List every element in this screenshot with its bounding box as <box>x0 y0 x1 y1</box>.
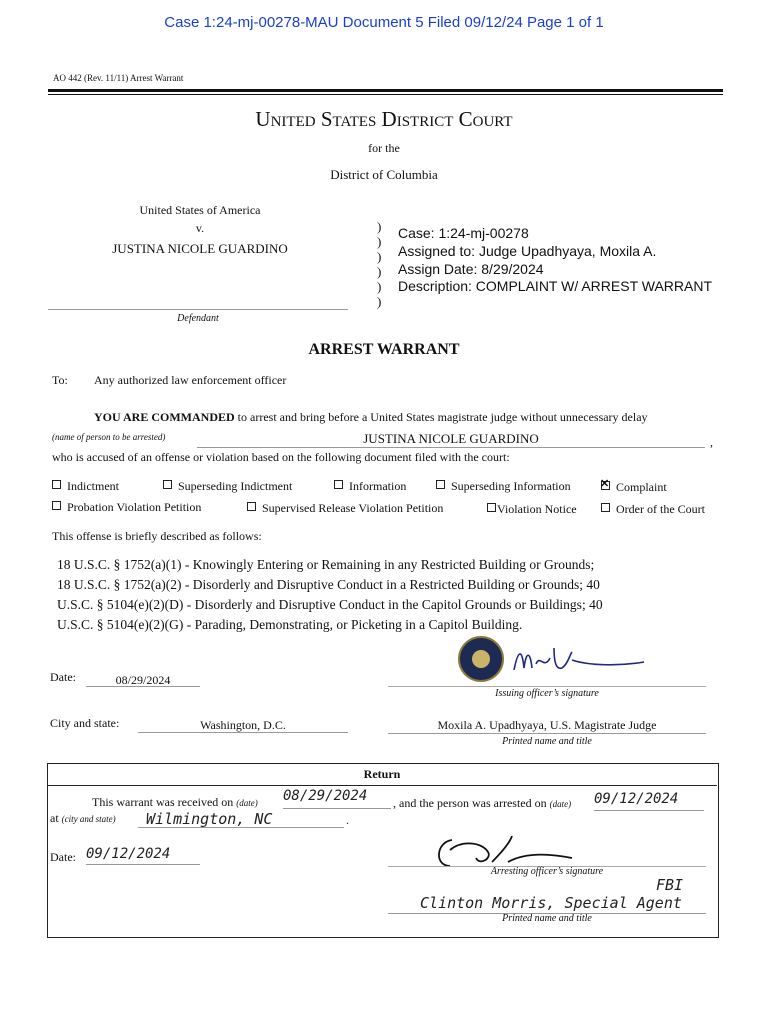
city-hint: (city and state) <box>61 814 116 824</box>
checkbox-icon <box>436 480 445 489</box>
checkbox-icon <box>601 503 610 512</box>
case-description: Description: COMPLAINT W/ ARREST WARRANT <box>398 278 713 294</box>
checkbox-label: Probation Violation Petition <box>67 500 202 514</box>
issuing-signature <box>510 640 650 680</box>
court-seal-icon <box>458 636 504 682</box>
issue-city: Washington, D.C. <box>200 718 286 732</box>
checkbox-icon <box>487 503 496 512</box>
checkbox-violation-notice[interactable] <box>487 502 577 517</box>
city-period: . <box>346 813 349 827</box>
issue-date: 08/29/2024 <box>115 673 171 687</box>
received-date: 08/29/2024 <box>283 788 368 804</box>
arrested-text: , and the person was arrested on <box>393 796 547 810</box>
checkbox-icon <box>247 502 256 511</box>
arresting-agency: FBI <box>656 876 684 894</box>
checkbox-supervised-release[interactable] <box>247 501 443 516</box>
offense-line: 18 U.S.C. § 1752(a)(1) - Knowingly Entering or Remaining in any Restricted Building or Grounds; <box>57 557 595 572</box>
arrested-prefix <box>393 796 571 811</box>
return-date: 09/12/2024 <box>86 846 171 862</box>
judge-printed-line <box>388 733 706 734</box>
checkbox-label: Supervised Release Violation Petition <box>262 501 444 515</box>
defendant-name: JUSTINA NICOLE GUARDINO <box>112 241 288 256</box>
checkbox-icon <box>52 480 61 489</box>
checkbox-indictment[interactable] <box>52 479 119 494</box>
checkbox-label: Superseding Information <box>451 479 571 493</box>
arrestee-line <box>197 447 705 448</box>
checkbox-superseding-information[interactable] <box>436 479 571 494</box>
accused-text: who is accused of an offense or violation based on the following document filed with the court: <box>52 450 510 464</box>
checkbox-label: Indictment <box>67 479 119 493</box>
command-bold: YOU ARE COMMANDED <box>94 410 235 424</box>
plaintiff: United States of America <box>139 203 261 217</box>
at-text: at <box>50 811 59 825</box>
checkbox-complaint[interactable] <box>601 480 667 495</box>
offense-line: U.S.C. § 5104(e)(2)(D) - Disorderly and Disruptive Conduct in the Capitol Grounds or Buildings; 40 <box>57 597 603 612</box>
case-number: Case: 1:24-mj-00278 <box>398 225 529 241</box>
arrest-city-line <box>138 827 344 828</box>
return-heading: Return <box>47 763 717 786</box>
return-date-line <box>86 864 200 865</box>
arrest-city: Wilmington, NC <box>146 810 273 828</box>
checkbox-probation-violation[interactable] <box>52 500 201 515</box>
name-hint: (name of person to be arrested) <box>52 432 166 442</box>
case-assigned: Assigned to: Judge Upadhyaya, Moxila A. <box>398 243 657 259</box>
judge-printed-name: Moxila A. Upadhyaya, U.S. Magistrate Judge <box>437 718 657 732</box>
checkbox-checked-icon <box>601 481 610 490</box>
at-label <box>50 811 116 826</box>
received-date-line <box>283 808 391 809</box>
received-prefix <box>92 795 258 810</box>
checkbox-label: Superseding Indictment <box>178 479 293 493</box>
agent-printed-caption: Printed name and title <box>502 913 592 924</box>
header-rule <box>48 89 723 92</box>
offense-line: 18 U.S.C. § 1752(a)(2) - Disorderly and Disruptive Conduct in a Restricted Building or Grounds; 40 <box>57 577 600 592</box>
checkbox-label: Complaint <box>616 480 667 494</box>
defendant-line <box>48 309 348 310</box>
issue-date-line <box>86 686 200 687</box>
caption-parens: ) ) ) ) ) ) <box>377 219 382 309</box>
case-assign-date: Assign Date: 8/29/2024 <box>398 261 544 277</box>
issuing-signature-line <box>388 686 706 687</box>
form-id: AO 442 (Rev. 11/11) Arrest Warrant <box>53 73 184 83</box>
issuing-signature-caption: Issuing officer’s signature <box>495 688 599 699</box>
offense-intro: This offense is briefly described as follows: <box>52 529 262 543</box>
checkbox-information[interactable] <box>334 479 406 494</box>
command-rest: to arrest and bring before a United States magistrate judge without unnecessary delay <box>234 410 648 424</box>
received-text: This warrant was received on <box>92 795 234 809</box>
name-comma: , <box>710 435 713 449</box>
arrestee-name: JUSTINA NICOLE GUARDINO <box>363 431 539 446</box>
received-date-hint: (date) <box>236 798 258 808</box>
to-value: Any authorized law enforcement officer <box>94 373 287 387</box>
offense-description <box>57 555 697 635</box>
judge-printed-caption: Printed name and title <box>502 736 592 747</box>
issue-date-label: Date: <box>50 670 76 684</box>
checkbox-icon <box>52 501 61 510</box>
arrested-date-line <box>594 810 704 811</box>
agent-printed-name: Clinton Morris, Special Agent <box>420 894 682 912</box>
offense-line: U.S.C. § 5104(e)(2)(G) - Parading, Demonstrating, or Picketing in a Capitol Building. <box>57 617 523 632</box>
header-rule-thin <box>48 94 723 95</box>
arrested-date: 09/12/2024 <box>594 791 679 807</box>
court-name <box>0 107 768 132</box>
defendant-label: Defendant <box>177 313 219 324</box>
versus: v. <box>195 221 205 235</box>
issue-city-line <box>138 732 348 733</box>
checkbox-icon <box>334 480 343 489</box>
arrested-date-hint: (date) <box>549 799 572 809</box>
court-name-text: United States District Court <box>255 107 513 131</box>
return-date-label: Date: <box>50 850 76 864</box>
checkbox-superseding-indictment[interactable] <box>163 479 292 494</box>
checkbox-order-of-court[interactable] <box>601 502 705 517</box>
checkbox-label: Violation Notice <box>497 502 577 516</box>
document-title: ARREST WARRANT <box>308 341 460 358</box>
checkbox-label: Information <box>349 479 407 493</box>
filing-stamp: Case 1:24-mj-00278-MAU Document 5 Filed 09/12/24 Page 1 of 1 <box>164 14 604 31</box>
checkbox-label: Order of the Court <box>616 502 705 516</box>
court-for: for the <box>368 141 400 155</box>
to-label: To: <box>52 373 68 387</box>
court-district: District of Columbia <box>330 167 438 182</box>
checkbox-icon <box>163 480 172 489</box>
command-line <box>94 410 648 425</box>
city-label: City and state: <box>50 716 120 730</box>
arresting-signature-caption: Arresting officer’s signature <box>490 866 604 877</box>
